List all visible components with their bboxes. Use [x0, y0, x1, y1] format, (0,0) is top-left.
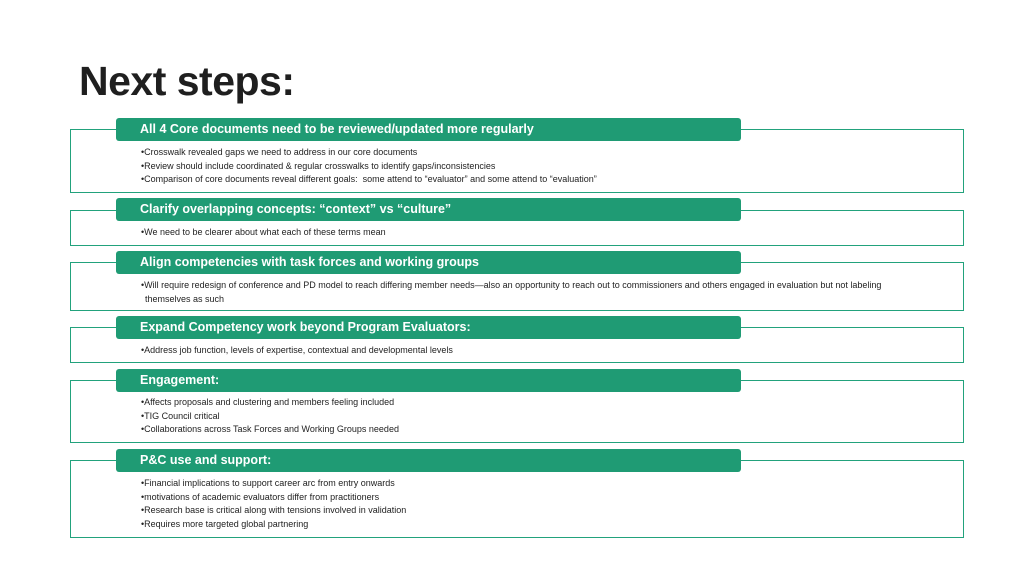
bullet-item: •Crosswalk revealed gaps we need to address in our core documents [141, 147, 418, 157]
bullet-item: •Review should include coordinated & regular crosswalks to identify gaps/inconsistencies [141, 160, 496, 171]
bullet-item: •Requires more targeted global partnering [141, 518, 309, 529]
bullet-item: •Collaborations across Task Forces and Working Groups needed [141, 424, 399, 435]
bullet-item: •Comparison of core documents reveal different goals: some attend to “evaluator” and some attend to “evaluation” [141, 174, 597, 185]
bullet-item: •TIG Council critical [141, 410, 220, 421]
bullet-list [141, 396, 941, 437]
section-header: Clarify overlapping concepts: “context” vs “culture” [116, 198, 741, 221]
bullet-item: •Financial implications to support career arc from entry onwards [141, 478, 395, 488]
bullet-item: •Address job function, levels of expertise, contextual and developmental levels [141, 345, 453, 355]
bullet-list [141, 344, 941, 358]
bullet-list [141, 146, 941, 187]
bullet-item: •Research base is critical along with tensions involved in validation [141, 505, 407, 516]
bullet-list [141, 279, 891, 306]
section-header: P&C use and support: [116, 449, 741, 472]
bullet-item: •Affects proposals and clustering and members feeling included [141, 397, 395, 407]
bullet-list [141, 477, 941, 531]
bullet-item: •Will require redesign of conference and PD model to reach differing member needs—also an opportunity to reach out to commissioners and others engaged in evaluation but not labeling themselves as such [141, 280, 884, 304]
slide-title: Next steps: [79, 58, 295, 104]
section-header: All 4 Core documents need to be reviewed/updated more regularly [116, 118, 741, 141]
bullet-item: •We need to be clearer about what each of these terms mean [141, 227, 386, 237]
section-header: Expand Competency work beyond Program Evaluators: [116, 316, 741, 339]
section-header: Engagement: [116, 369, 741, 392]
section-header: Align competencies with task forces and working groups [116, 251, 741, 274]
bullet-list [141, 226, 941, 240]
bullet-item: •motivations of academic evaluators differ from practitioners [141, 491, 380, 502]
